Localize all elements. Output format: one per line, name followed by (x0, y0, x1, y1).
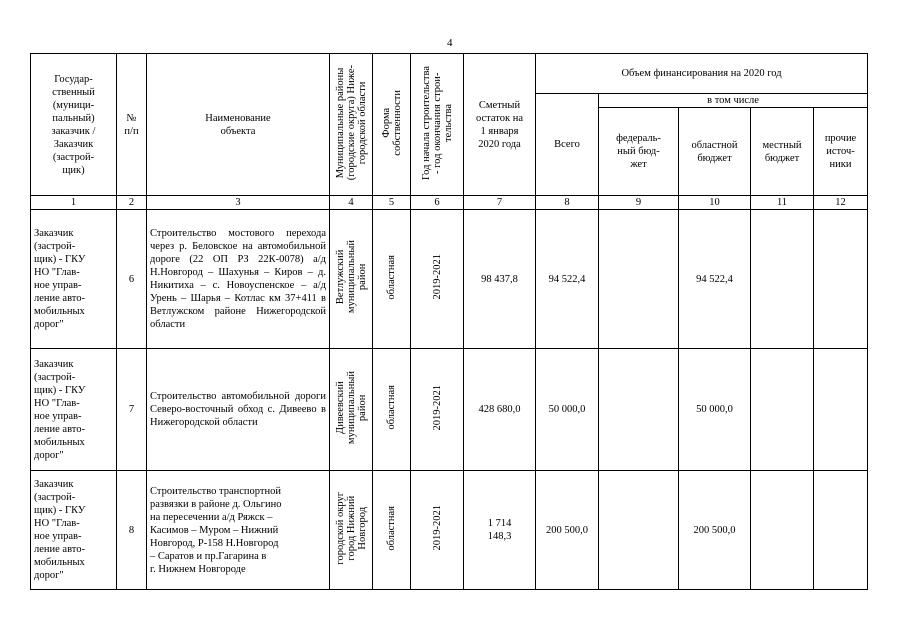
header-customer: Государ- ственный (муници- пальный) заказчик / Заказчик (застрой- щик) (31, 54, 117, 196)
table-row (31, 210, 868, 349)
header-financing-2020: Объем финансирования на 2020 год (536, 54, 868, 94)
column-number: 12 (814, 196, 868, 210)
row-number: 6 (117, 210, 147, 349)
row-total: 200 500,0 (536, 471, 599, 590)
row-district: Дивеевский муниципальный район (330, 349, 373, 471)
column-number: 5 (373, 196, 411, 210)
column-number: 11 (751, 196, 814, 210)
column-number: 8 (536, 196, 599, 210)
row-regional: 200 500,0 (679, 471, 751, 590)
row-local (751, 471, 814, 590)
header-total: Всего (536, 94, 599, 196)
row-local (751, 210, 814, 349)
page-number: 4 (447, 37, 453, 49)
column-numbers-row (31, 196, 868, 210)
table-row (31, 471, 868, 590)
row-estimated-balance: 1 714 148,3 (464, 471, 536, 590)
row-other (814, 471, 868, 590)
row-customer: Заказчик (застрой- щик) - ГКУ НО "Глав- ное управ- ление авто- мобильных дорог" (31, 210, 117, 349)
row-years: 2019-2021 (411, 349, 464, 471)
row-regional: 50 000,0 (679, 349, 751, 471)
column-number: 3 (147, 196, 330, 210)
table-row (31, 349, 868, 471)
row-other (814, 349, 868, 471)
row-federal (599, 349, 679, 471)
row-customer: Заказчик (застрой- щик) - ГКУ НО "Глав- ное управ- ление авто- мобильных дорог" (31, 349, 117, 471)
row-total: 50 000,0 (536, 349, 599, 471)
row-other (814, 210, 868, 349)
row-district: городской округ город Нижний Новгород (330, 471, 373, 590)
column-number: 1 (31, 196, 117, 210)
column-number: 6 (411, 196, 464, 210)
financing-table (30, 53, 868, 590)
row-total: 94 522,4 (536, 210, 599, 349)
header-municipal-district: Муниципальные районы (городские округа) Ниже- городской области (330, 54, 373, 196)
row-estimated-balance: 98 437,8 (464, 210, 536, 349)
row-years: 2019-2021 (411, 210, 464, 349)
row-number: 7 (117, 349, 147, 471)
row-estimated-balance: 428 680,0 (464, 349, 536, 471)
header-years: Год начала строительства - год окончания строи- тельства (411, 54, 464, 196)
header-including: в том числе (599, 94, 868, 108)
row-ownership: областная (373, 349, 411, 471)
column-number: 4 (330, 196, 373, 210)
header-ownership-form: Форма собственности (373, 54, 411, 196)
header-object-name: Наименование объекта (147, 54, 330, 196)
row-regional: 94 522,4 (679, 210, 751, 349)
column-number: 7 (464, 196, 536, 210)
header-estimated-balance: Сметный остаток на 1 января 2020 года (464, 54, 536, 196)
header-federal: федераль- ный бюд- жет (599, 108, 679, 196)
row-object-name: Строительство автомобильной дороги Северо-восточный обход с. Дивеево в Нижегородской области (147, 349, 330, 471)
row-ownership: областная (373, 210, 411, 349)
row-district: Ветлужский муниципальный район (330, 210, 373, 349)
header-row-1 (31, 54, 868, 94)
row-object-name: Строительство мостового перехода через р. Беловское на автомобильной дороге (22 ОП РЗ 22К-0078) а/д Н.Новгород – Шахунья – Киров – д. Никитиха – с. Новоуспенское – а/д Урень – Шарья – Котлас км 37+411 в Ветлужском районе Нижегородской области (147, 210, 330, 349)
row-federal (599, 471, 679, 590)
header-other: прочие источ- ники (814, 108, 868, 196)
row-number: 8 (117, 471, 147, 590)
row-object-name: Строительство транспортной развязки в районе д. Ольгино на пересечении а/д Ряжск – Касимов – Муром – Нижний Новгород, Р-158 Н.Новгород – Саратов и пр.Гагарина в г. Нижнем Новгороде (147, 471, 330, 590)
column-number: 10 (679, 196, 751, 210)
row-ownership: областная (373, 471, 411, 590)
header-regional: областной бюджет (679, 108, 751, 196)
row-local (751, 349, 814, 471)
header-number: № п/п (117, 54, 147, 196)
row-years: 2019-2021 (411, 471, 464, 590)
header-local: местный бюджет (751, 108, 814, 196)
column-number: 2 (117, 196, 147, 210)
row-federal (599, 210, 679, 349)
row-customer: Заказчик (застрой- щик) - ГКУ НО "Глав- ное управ- ление авто- мобильных дорог" (31, 471, 117, 590)
column-number: 9 (599, 196, 679, 210)
